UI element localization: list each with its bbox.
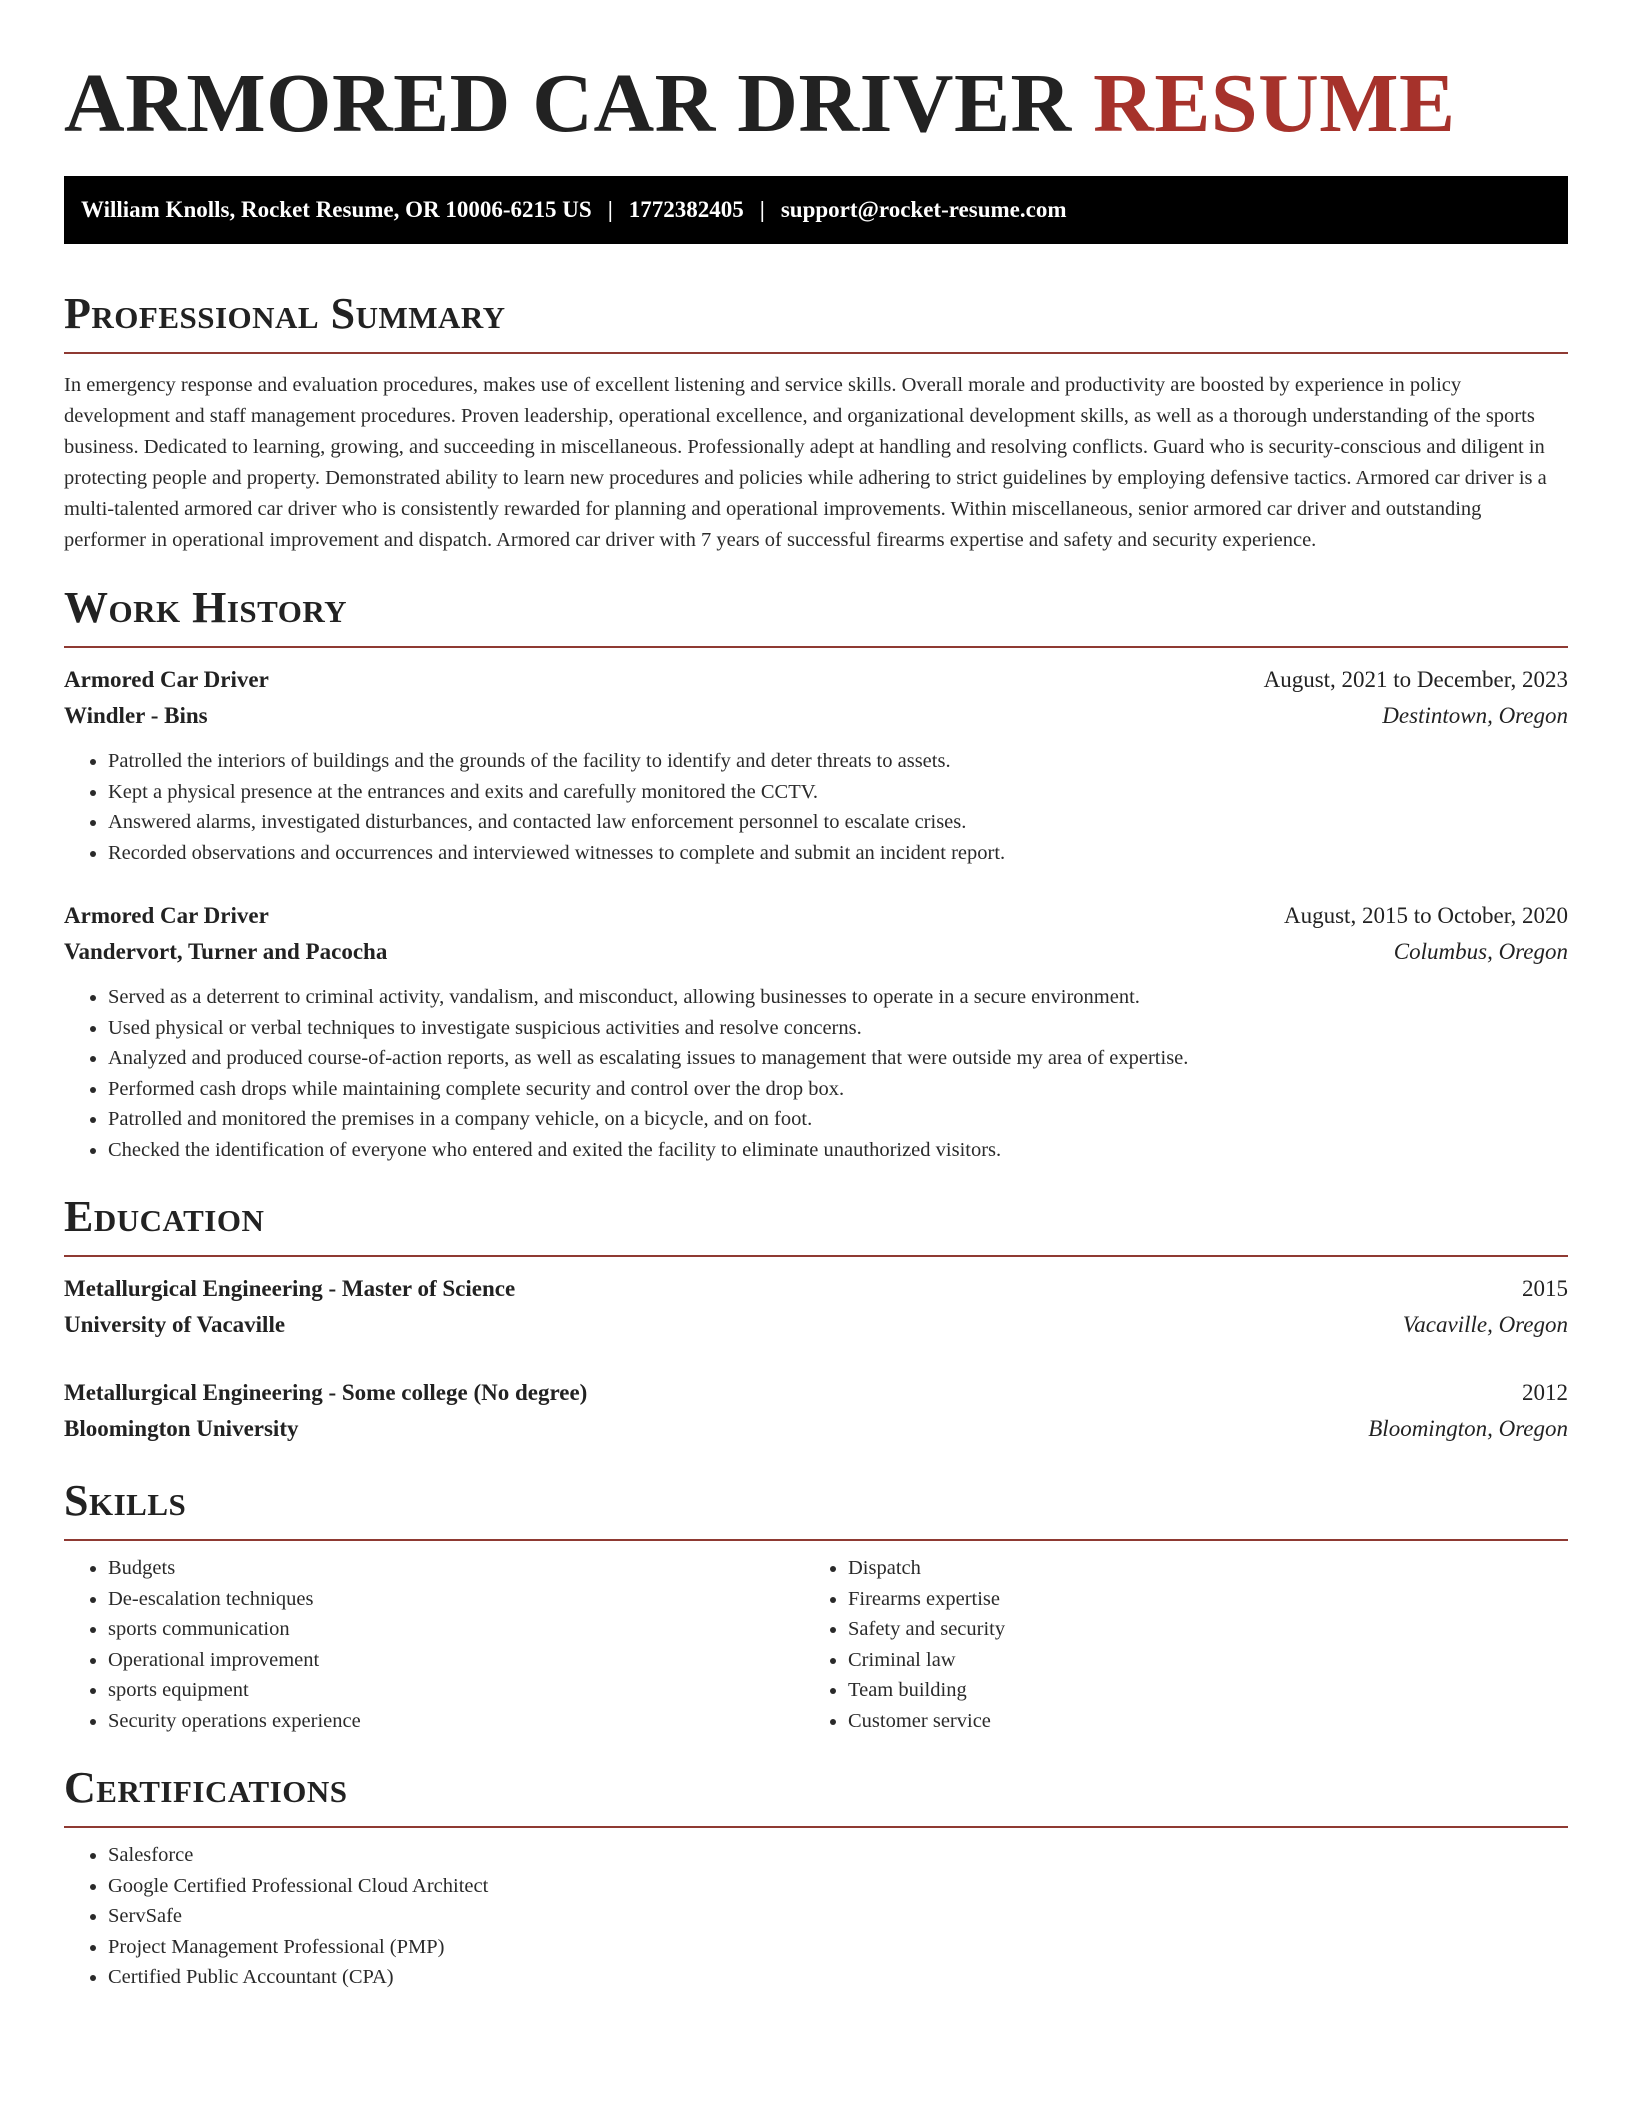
- skills-column-left: [64, 1553, 804, 1736]
- education-degree-row: [64, 1375, 1568, 1411]
- skill-item: • sports equipment: [108, 1675, 804, 1706]
- job-bullet: • Answered alarms, investigated disturbances, and contacted law enforcement personnel to escalate crises.: [108, 807, 1568, 838]
- job-bullet: • Analyzed and produced course-of-action reports, as well as escalating issues to management that were outside my area of expertise.: [108, 1043, 1568, 1074]
- job-location: Destintown, Oregon: [1382, 703, 1568, 728]
- section-divider: [64, 1255, 1568, 1257]
- certification-item: • Google Certified Professional Cloud Architect: [108, 1871, 1568, 1902]
- education-year: 2015: [1522, 1276, 1568, 1301]
- education-entry: [64, 1375, 1568, 1447]
- skill-item: • Criminal law: [848, 1645, 1544, 1676]
- section-divider: [64, 646, 1568, 648]
- section-divider: [64, 352, 1568, 354]
- work-history-heading: Work History: [64, 583, 348, 632]
- certifications-heading: Certifications: [64, 1763, 348, 1812]
- skill-item: • Security operations experience: [108, 1706, 804, 1737]
- education-school: Bloomington University: [64, 1416, 299, 1441]
- education-heading: Education: [64, 1192, 265, 1241]
- certifications-section: [64, 1762, 1568, 1993]
- job-title: Armored Car Driver: [64, 903, 269, 928]
- job-company-row: [64, 934, 1568, 970]
- work-history-section: [64, 582, 1568, 1165]
- resume-title: [64, 56, 1568, 152]
- certification-item: • Project Management Professional (PMP): [108, 1932, 1568, 1963]
- skill-item: • Customer service: [848, 1706, 1544, 1737]
- education-year: 2012: [1522, 1380, 1568, 1405]
- job-company-row: [64, 698, 1568, 734]
- contact-separator: |: [759, 197, 765, 222]
- certifications-list: [64, 1840, 1568, 1993]
- education-school-row: [64, 1307, 1568, 1343]
- skill-item: • De-escalation techniques: [108, 1584, 804, 1615]
- job-bullet: • Performed cash drops while maintaining complete security and control over the drop box.: [108, 1074, 1568, 1105]
- skill-item: • Operational improvement: [108, 1645, 804, 1676]
- skill-item: • Safety and security: [848, 1614, 1544, 1645]
- skills-heading: Skills: [64, 1476, 187, 1525]
- skill-item: • Dispatch: [848, 1553, 1544, 1584]
- job-company: Windler - Bins: [64, 703, 208, 728]
- education-location: Bloomington, Oregon: [1368, 1416, 1568, 1441]
- education-location: Vacaville, Oregon: [1402, 1312, 1568, 1337]
- education-school-row: [64, 1411, 1568, 1447]
- job-entry: [64, 898, 1568, 1165]
- title-main: ARMORED CAR DRIVER: [64, 57, 1072, 150]
- job-bullet: • Patrolled and monitored the premises in a company vehicle, on a bicycle, and on foot.: [108, 1104, 1568, 1135]
- skill-item: • Budgets: [108, 1553, 804, 1584]
- skill-item: • Firearms expertise: [848, 1584, 1544, 1615]
- job-title: Armored Car Driver: [64, 667, 269, 692]
- job-bullet: • Patrolled the interiors of buildings and the grounds of the facility to identify and deter threats to assets.: [108, 746, 1568, 777]
- section-divider: [64, 1539, 1568, 1541]
- skills-section: [64, 1475, 1568, 1736]
- education-degree: Metallurgical Engineering - Some college (No degree): [64, 1380, 588, 1405]
- job-bullet: • Used physical or verbal techniques to investigate suspicious activities and resolve concerns.: [108, 1013, 1568, 1044]
- summary-heading: Professional Summary: [64, 289, 506, 338]
- skills-column-right: [804, 1553, 1544, 1736]
- contact-bar: [64, 176, 1568, 244]
- summary-section: [64, 288, 1568, 556]
- skills-grid: [64, 1553, 1568, 1736]
- education-school: University of Vacaville: [64, 1312, 286, 1337]
- certification-item: • ServSafe: [108, 1901, 1568, 1932]
- education-section: [64, 1191, 1568, 1447]
- title-accent: RESUME: [1093, 57, 1456, 150]
- summary-text: In emergency response and evaluation procedures, makes use of excellent listening and service skills. Overall morale and productivity are boosted by experience in policy development and staff management procedures. Proven leadership, operational excellence, and organizational development skills, as well as a thorough understanding of the sports business. Dedicated to learning, growing, and succeeding in miscellaneous. Professionally adept at handling and resolving conflicts. Guard who is security-conscious and diligent in protecting people and property. Demonstrated ability to learn new procedures and policies while adhering to strict guidelines by employing defensive tactics. Armored car driver is a multi-talented armored car driver who is consistently rewarded for planning and operational improvements. Within miscellaneous, senior armored car driver and outstanding performer in operational improvement and dispatch. Armored car driver with 7 years of successful firearms expertise and safety and security experience.: [64, 374, 1547, 551]
- skill-item: • sports communication: [108, 1614, 804, 1645]
- contact-phone[interactable]: 1772382405: [628, 197, 744, 222]
- certification-item: • Salesforce: [108, 1840, 1568, 1871]
- job-dates: August, 2015 to October, 2020: [1284, 903, 1568, 928]
- job-company: Vandervort, Turner and Pacocha: [64, 939, 388, 964]
- contact-address: William Knolls, Rocket Resume, OR 10006-6215 US: [81, 197, 592, 222]
- job-bullet: • Recorded observations and occurrences and interviewed witnesses to complete and submit an incident report.: [108, 838, 1568, 869]
- certification-item: • Certified Public Accountant (CPA): [108, 1962, 1568, 1993]
- education-degree-row: [64, 1271, 1568, 1307]
- job-bullets: [64, 982, 1568, 1165]
- job-bullet: • Served as a deterrent to criminal activity, vandalism, and misconduct, allowing businesses to operate in a secure environment.: [108, 982, 1568, 1013]
- job-bullets: [64, 746, 1568, 868]
- job-header-row: [64, 662, 1568, 698]
- contact-separator: |: [607, 197, 613, 222]
- job-dates: August, 2021 to December, 2023: [1263, 667, 1568, 692]
- job-entry: [64, 662, 1568, 868]
- job-bullet: • Checked the identification of everyone who entered and exited the facility to eliminate unauthorized visitors.: [108, 1135, 1568, 1166]
- contact-email[interactable]: support@rocket-resume.com: [780, 197, 1067, 222]
- section-divider: [64, 1826, 1568, 1828]
- job-bullet: • Kept a physical presence at the entrances and exits and carefully monitored the CCTV.: [108, 777, 1568, 808]
- education-degree: Metallurgical Engineering - Master of Science: [64, 1276, 516, 1301]
- job-header-row: [64, 898, 1568, 934]
- skill-item: • Team building: [848, 1675, 1544, 1706]
- job-location: Columbus, Oregon: [1393, 939, 1568, 964]
- education-entry: [64, 1271, 1568, 1343]
